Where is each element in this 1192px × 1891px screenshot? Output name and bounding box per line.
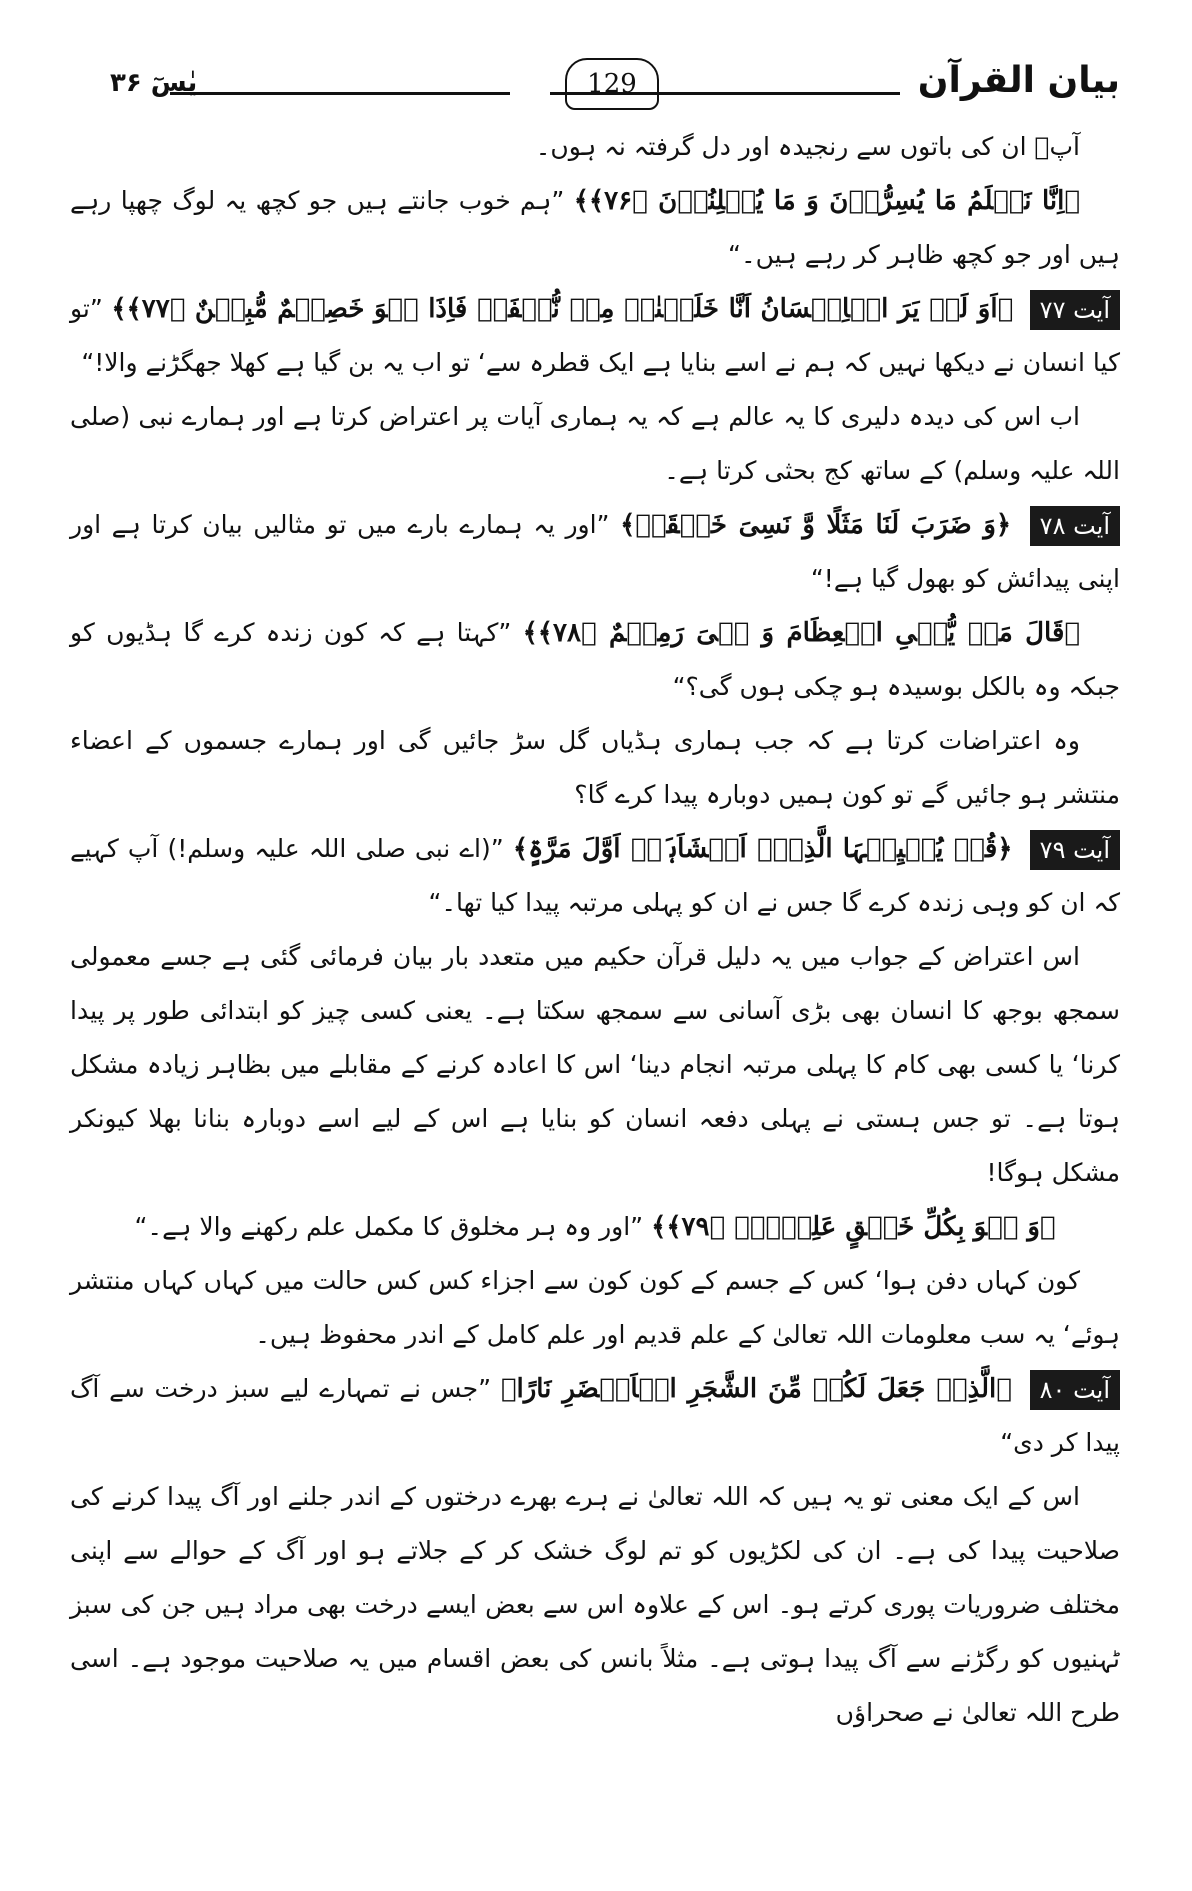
- ayah-label: آیت ۸۰: [1030, 1370, 1120, 1410]
- arabic-verse: ﴿وَ ضَرَبَ لَنَا مَثَلًا وَّ نَسِیَ خَلۡقَہٗ﴾: [620, 510, 1012, 540]
- arabic-verse: ﴿قَالَ مَنۡ یُّحۡیِ الۡعِظَامَ وَ ہِیَ رَمِیۡمٌ ﴿۷۸﴾﴾: [522, 618, 1080, 648]
- surah-reference: یٰسٓ ۳۶: [110, 68, 198, 98]
- page-content: [70, 120, 1120, 1740]
- ayah-label: آیت ۷۷: [1030, 290, 1120, 330]
- verse-translation: ”(اے نبی صلی اللہ علیہ وسلم!) آپ کہیے کہ ان کو وہی زندہ کرے گا جس نے ان کو پہلی مرتبہ پیدا کیا تھا۔“: [70, 834, 1120, 917]
- paragraph: [70, 120, 1120, 174]
- paragraph: [70, 1470, 1120, 1740]
- paragraph-text: آپؐ ان کی باتوں سے رنجیدہ اور دل گرفتہ نہ ہوں۔: [535, 132, 1080, 161]
- paragraph-text: اب اس کی دیدہ دلیری کا یہ عالم ہے کہ یہ ہماری آیات پر اعتراض کرتا ہے اور ہمارے نبی (صلی اللہ علیہ وسلم) کے ساتھ کج بحثی کرتا ہے۔: [70, 402, 1120, 485]
- verse-translation: ”کہتا ہے کہ کون زندہ کرے گا ہڈیوں کو جبکہ وہ بالکل بوسیدہ ہو چکی ہوں گی؟“: [70, 618, 1120, 701]
- paragraph-text: اس کے ایک معنی تو یہ ہیں کہ اللہ تعالیٰ نے ہرے بھرے درختوں کے اندر جلنے اور آگ پیدا کرنے کی صلاحیت پیدا کی ہے۔ ان کی لکڑیوں کو تم لوگ خشک کر کے جلاتے ہو اور آگ کے حوالے سے اپنی مختلف ضروریات پوری کرتے ہو۔ اس کے علاوہ اس سے بعض ایسے درخت بھی مراد ہیں جن کی سبز ٹہنیوں کو رگڑنے سے آگ پیدا ہوتی ہے۔ مثلاً بانس کی بعض اقسام میں یہ صلاحیت موجود ہے۔ اسی طرح اللہ تعالیٰ نے صحراؤں: [70, 1482, 1120, 1727]
- verse-translation: ”جس نے تمہارے لیے سبز درخت سے آگ پیدا کر دی“: [70, 1374, 1120, 1457]
- ayah-paragraph: [70, 1362, 1120, 1470]
- ayah-paragraph: [70, 822, 1120, 930]
- arabic-verse: ﴿اَوَ لَمۡ یَرَ الۡاِنۡسَانُ اَنَّا خَلَقۡنٰہُ مِنۡ نُّطۡفَۃٍ فَاِذَا ہُوَ خَصِیۡمٌ مُّبِیۡنٌ ﴿۷۷﴾﴾: [111, 294, 1014, 324]
- verse-paragraph: [70, 1200, 1120, 1254]
- page: [70, 50, 1120, 1860]
- page-header: [70, 50, 1120, 120]
- arabic-verse: ﴿اِنَّا نَعۡلَمُ مَا یُسِرُّوۡنَ وَ مَا یُعۡلِنُوۡنَ ﴿۷۶﴾﴾: [573, 186, 1080, 216]
- arabic-verse: ﴿الَّذِیۡ جَعَلَ لَکُمۡ مِّنَ الشَّجَرِ الۡاَخۡضَرِ نَارًا﴾: [500, 1374, 1012, 1404]
- verse-translation: ”اور وہ ہر مخلوق کا مکمل علم رکھنے والا ہے۔“: [134, 1212, 644, 1241]
- paragraph: [70, 1254, 1120, 1362]
- header-rule-left: [170, 92, 510, 95]
- paragraph-text: کون کہاں دفن ہوا‘ کس کے جسم کے کون کون سے اجزاء کس کس حالت میں کہاں کہاں منتشر ہوئے‘ یہ سب معلومات اللہ تعالیٰ کے علم قدیم اور علم کامل کے اندر محفوظ ہیں۔: [70, 1266, 1120, 1349]
- paragraph: [70, 390, 1120, 498]
- ayah-paragraph: [70, 282, 1120, 390]
- verse-translation: ”تو کیا انسان نے دیکھا نہیں کہ ہم نے اسے بنایا ہے ایک قطرہ سے‘ تو اب یہ بن گیا ہے کھلا جھگڑنے والا!“: [70, 294, 1120, 377]
- paragraph: [70, 930, 1120, 1200]
- arabic-verse: ﴿قُلۡ یُحۡیِیۡہَا الَّذِیۡۤ اَنۡشَاَہَاۤ اَوَّلَ مَرَّۃٍ﴾: [512, 834, 1013, 864]
- verse-paragraph: [70, 174, 1120, 282]
- ayah-label: آیت ۷۸: [1030, 506, 1120, 546]
- paragraph-text: اس اعتراض کے جواب میں یہ دلیل قرآن حکیم میں متعدد بار بیان فرمائی گئی ہے جسے معمولی سمجھ بوجھ کا انسان بھی بڑی آسانی سے سمجھ سکتا ہے۔ یعنی کسی چیز کو ابتدائی طور پر پیدا کرنا‘ یا کسی بھی کام کا پہلی مرتبہ انجام دینا‘ اس کا اعادہ کرنے کے مقابلے میں بظاہر زیادہ مشکل ہوتا ہے۔ تو جس ہستی نے پہلی دفعہ انسان کو بنایا ہے اس کے لیے اسے دوبارہ بنانا بھلا کیونکر مشکل ہوگا!: [70, 942, 1120, 1187]
- book-title: بیان القرآن: [917, 60, 1120, 101]
- verse-translation: ”ہم خوب جانتے ہیں جو کچھ یہ لوگ چھپا رہے ہیں اور جو کچھ ظاہر کر رہے ہیں۔“: [70, 186, 1120, 269]
- paragraph-text: وہ اعتراضات کرتا ہے کہ جب ہماری ہڈیاں گل سڑ جائیں گی اور ہمارے جسموں کے اعضاء منتشر ہو جائیں گے تو کون ہمیں دوبارہ پیدا کرے گا؟: [70, 726, 1120, 809]
- verse-translation: ”اور یہ ہمارے بارے میں تو مثالیں بیان کرتا ہے اور اپنی پیدائش کو بھول گیا ہے!“: [70, 510, 1120, 593]
- arabic-verse: ﴿وَ ہُوَ بِکُلِّ خَلۡقٍ عَلِیۡمُۨ ﴿۷۹﴾﴾: [651, 1212, 1056, 1242]
- page-number: 129: [565, 58, 659, 110]
- ayah-paragraph: [70, 498, 1120, 606]
- ayah-label: آیت ۷۹: [1030, 830, 1120, 870]
- paragraph: [70, 714, 1120, 822]
- verse-paragraph: [70, 606, 1120, 714]
